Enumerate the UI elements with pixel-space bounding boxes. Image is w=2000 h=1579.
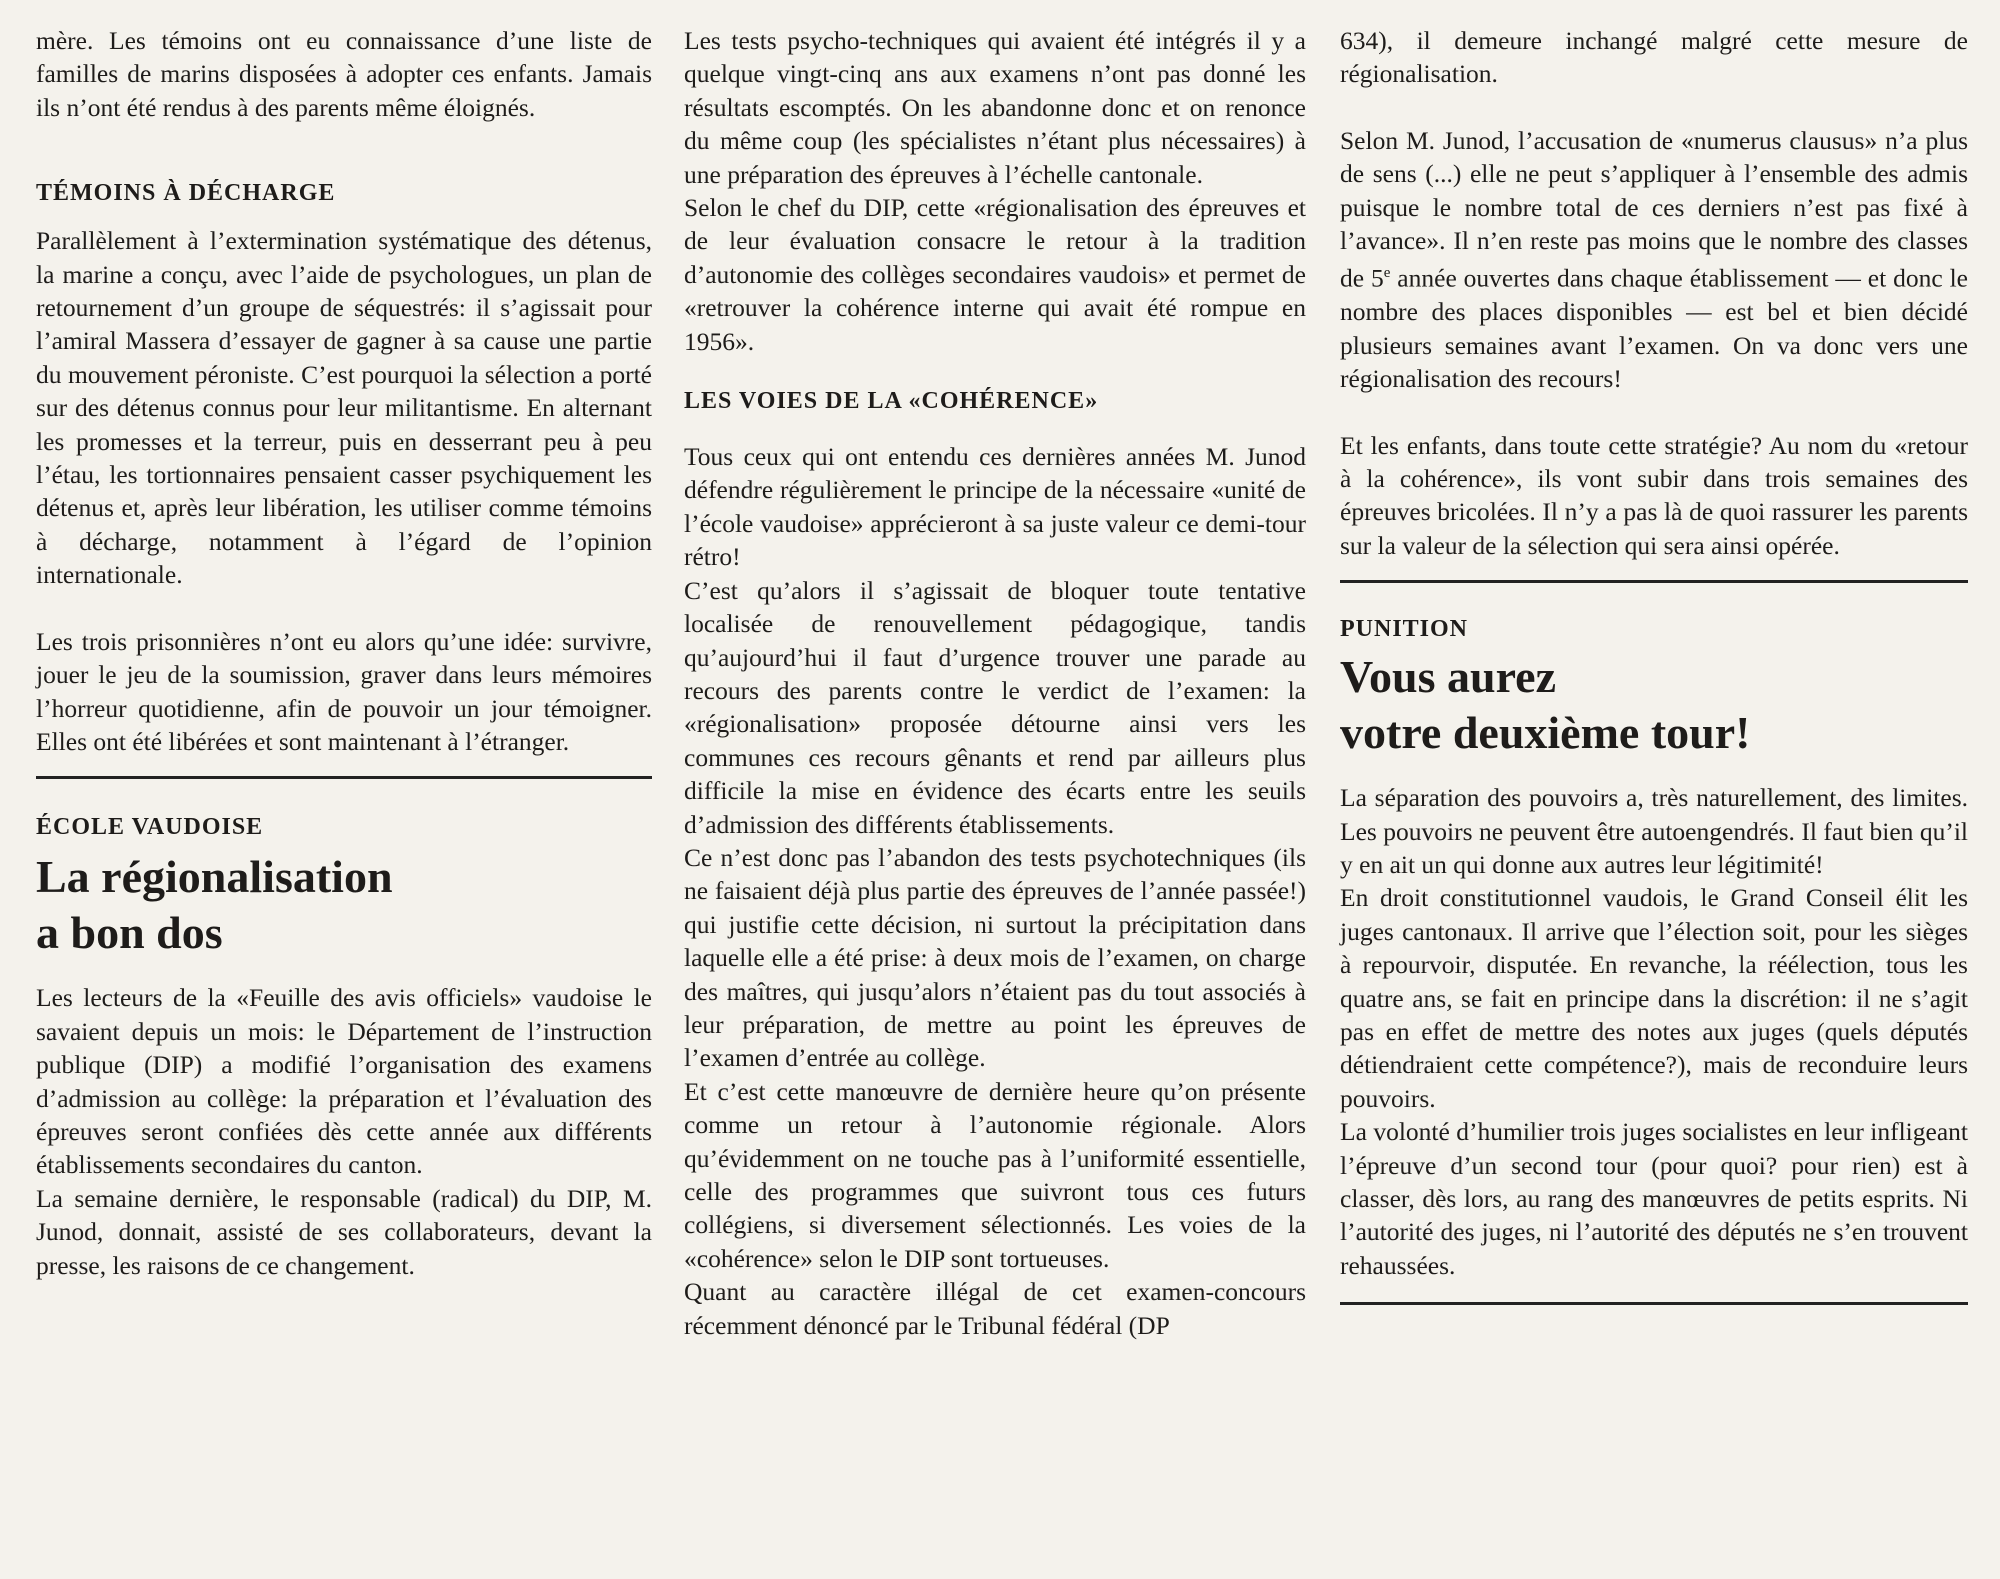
paragraph: C’est qu’alors il s’agissait de bloquer toute tentative localisée de renouvellement pédagogique, tandis qu’aujourd’hui il faut d’urgence trouver une parade au recours des parents contre le verdict de l’examen: la «régionalisation» proposée détourne ainsi vers les communes ces recours gênants et rend par ailleurs plus difficile la mise en évidence des écarts entre les seuils d’admission des différents établissements.	[684, 575, 1306, 839]
headline-line-1: Vous aurez	[1340, 651, 1556, 703]
paragraph: Et c’est cette manœuvre de dernière heure qu’on présente comme un retour à l’autonomie régionale. Alors qu’évidemment on ne touche pas à l’uniformité essentielle, celle des programmes que suivront tous ces futurs collégiens, si diversement sélectionnés. Les voies de la «cohérence» selon le DIP sont tortueuses.	[684, 1076, 1306, 1273]
paragraph: La semaine dernière, le responsable (radical) du DIP, M. Junod, donnait, assisté de ses collaborateurs, devant la presse, les raisons de ce changement.	[36, 1183, 652, 1280]
article-headline	[36, 849, 652, 961]
column-3	[1340, 24, 1968, 1305]
column-1	[36, 24, 652, 1282]
paragraph: Ce n’est donc pas l’abandon des tests psychotechniques (ils ne faisaient déjà plus partie des épreuves de l’année passée!) qui justifie cette décision, ni surtout la précipitation dans laquelle elle a été prise: à deux mois de l’examen, on charge des maîtres, qui jusqu’alors n’étaient pas du tout associés à leur préparation, de mettre au point les épreuves de l’examen d’entrée au collège.	[684, 842, 1306, 1073]
paragraph: Tous ceux qui ont entendu ces dernières années M. Junod défendre régulièrement le principe de la nécessaire «unité de l’école vaudoise» apprécieront à sa juste valeur ce demi-tour rétro!	[684, 442, 1306, 572]
paragraph	[1340, 124, 1968, 396]
paragraph: Les lecteurs de la «Feuille des avis officiels» vaudoise le savaient depuis un mois: le Département de l’instruction publique (DIP) a modifié l’organisation des examens d’admission au collège: la préparation et l’évaluation des épreuves seront confiées dès cette année aux différents établissements secondaires du canton.	[36, 983, 652, 1180]
article-headline	[1340, 649, 1968, 761]
subheading-temoins: TÉMOINS À DÉCHARGE	[36, 180, 336, 207]
headline-line-2: votre deuxième tour!	[1340, 707, 1751, 759]
paragraph: Quant au caractère illégal de cet examen-concours récemment dénoncé par le Tribunal fédéral (DP	[684, 1277, 1306, 1340]
paragraph: Parallèlement à l’extermination systématique des détenus, la marine a conçu, avec l’aide de psychologues, un plan de retournement d’un groupe de séquestrés: il s’agissait pour l’amiral Massera d’essayer de gagner à sa cause une partie du mouvement péroniste. C’est pourquoi la sélection a porté sur des détenus connus pour leur militantisme. En alternant les promesses et la terreur, puis en desserrant peu à peu l’étau, les tortionnaires pensaient casser psychiquement les détenus et, après leur libération, les utiliser comme témoins à décharge, notamment à l’égard de l’opinion internationale.	[36, 226, 652, 590]
section-divider	[1340, 1302, 1968, 1305]
paragraph: Les tests psycho-techniques qui avaient été intégrés il y a quelque vingt-cinq ans aux examens n’ont pas donné les résultats escomptés. On les abandonne donc et on renonce du même coup (les spécialistes n’étant plus nécessaires) à une préparation des épreuves à l’échelle cantonale.	[684, 26, 1306, 189]
column-2	[684, 24, 1306, 1342]
article-kicker: PUNITION	[1340, 616, 1469, 643]
headline-line-2: a bon dos	[36, 907, 223, 959]
paragraph: Et les enfants, dans toute cette stratégie? Au nom du «retour à la cohérence», ils vont subir dans trois semaines des épreuves bricolées. Il n’y a pas là de quoi rassurer les parents sur la valeur de la sélection qui sera ainsi opérée.	[1340, 430, 1968, 560]
superscript: e	[1383, 265, 1391, 282]
paragraph: La volonté d’humilier trois juges socialistes en leur infligeant l’épreuve d’un second tour (pour quoi? pour rien) est à classer, dès lors, au rang des manœuvres de petits esprits. Ni l’autorité des juges, ni l’autorité des députés ne s’en trouvent rehaussées.	[1340, 1117, 1968, 1280]
paragraph: 634), il demeure inchangé malgré cette mesure de régionalisation.	[1340, 26, 1968, 89]
paragraph: Selon le chef du DIP, cette «régionalisation des épreuves et de leur évaluation consacre le retour à la tradition d’autonomie des collèges secondaires vaudois» et permet de «retrouver la cohérence interne qui avait été rompue en 1956».	[684, 193, 1306, 356]
subheading-voies: LES VOIES DE LA «COHÉRENCE»	[684, 388, 1099, 415]
paragraph: En droit constitutionnel vaudois, le Grand Conseil élit les juges cantonaux. Il arrive que l’élection soit, pour les sièges à repourvoir, disputée. En revanche, la réélection, tous les quatre ans, se fait en principe dans la discrétion: il ne s’agit pas en effet de mettre des notes aux juges (quels députés détiendraient cette compétence?), mais de reconduire leurs pouvoirs.	[1340, 883, 1968, 1113]
paragraph-text: année ouvertes dans chaque établissement — et donc le nombre des places disponibles — est bel et bien décidé plusieurs semaines avant l’examen. On va donc vers une régionalisation des recours!	[1340, 263, 1968, 394]
headline-line-1: La régionalisation	[36, 851, 393, 903]
paragraph: Les trois prisonnières n’ont eu alors qu’une idée: survivre, jouer le jeu de la soumission, graver dans leurs mémoires l’horreur quotidienne, afin de pouvoir un jour témoigner. Elles ont été libérées et sont maintenant à l’étranger.	[36, 626, 652, 756]
paragraph: mère. Les témoins ont eu connaissance d’une liste de familles de marins disposées à adopter ces enfants. Jamais ils n’ont été rendus à des parents même éloignés.	[36, 26, 652, 122]
paragraph-text: Selon M. Junod, l’accusation de «numerus clausus» n’a plus de sens (...) elle ne peut s’appliquer à l’ensemble des admis puisque le nombre total de ces derniers n’est pas fixé à l’avance». Il n’en reste pas moins que le nombre des classes de 5	[1340, 125, 1968, 293]
paragraph: La séparation des pouvoirs a, très naturellement, des limites. Les pouvoirs ne peuvent être autoengendrés. Il faut bien qu’il y en ait un qui donne aux autres leur légitimité!	[1340, 783, 1968, 879]
article-kicker: ÉCOLE VAUDOISE	[36, 814, 264, 841]
